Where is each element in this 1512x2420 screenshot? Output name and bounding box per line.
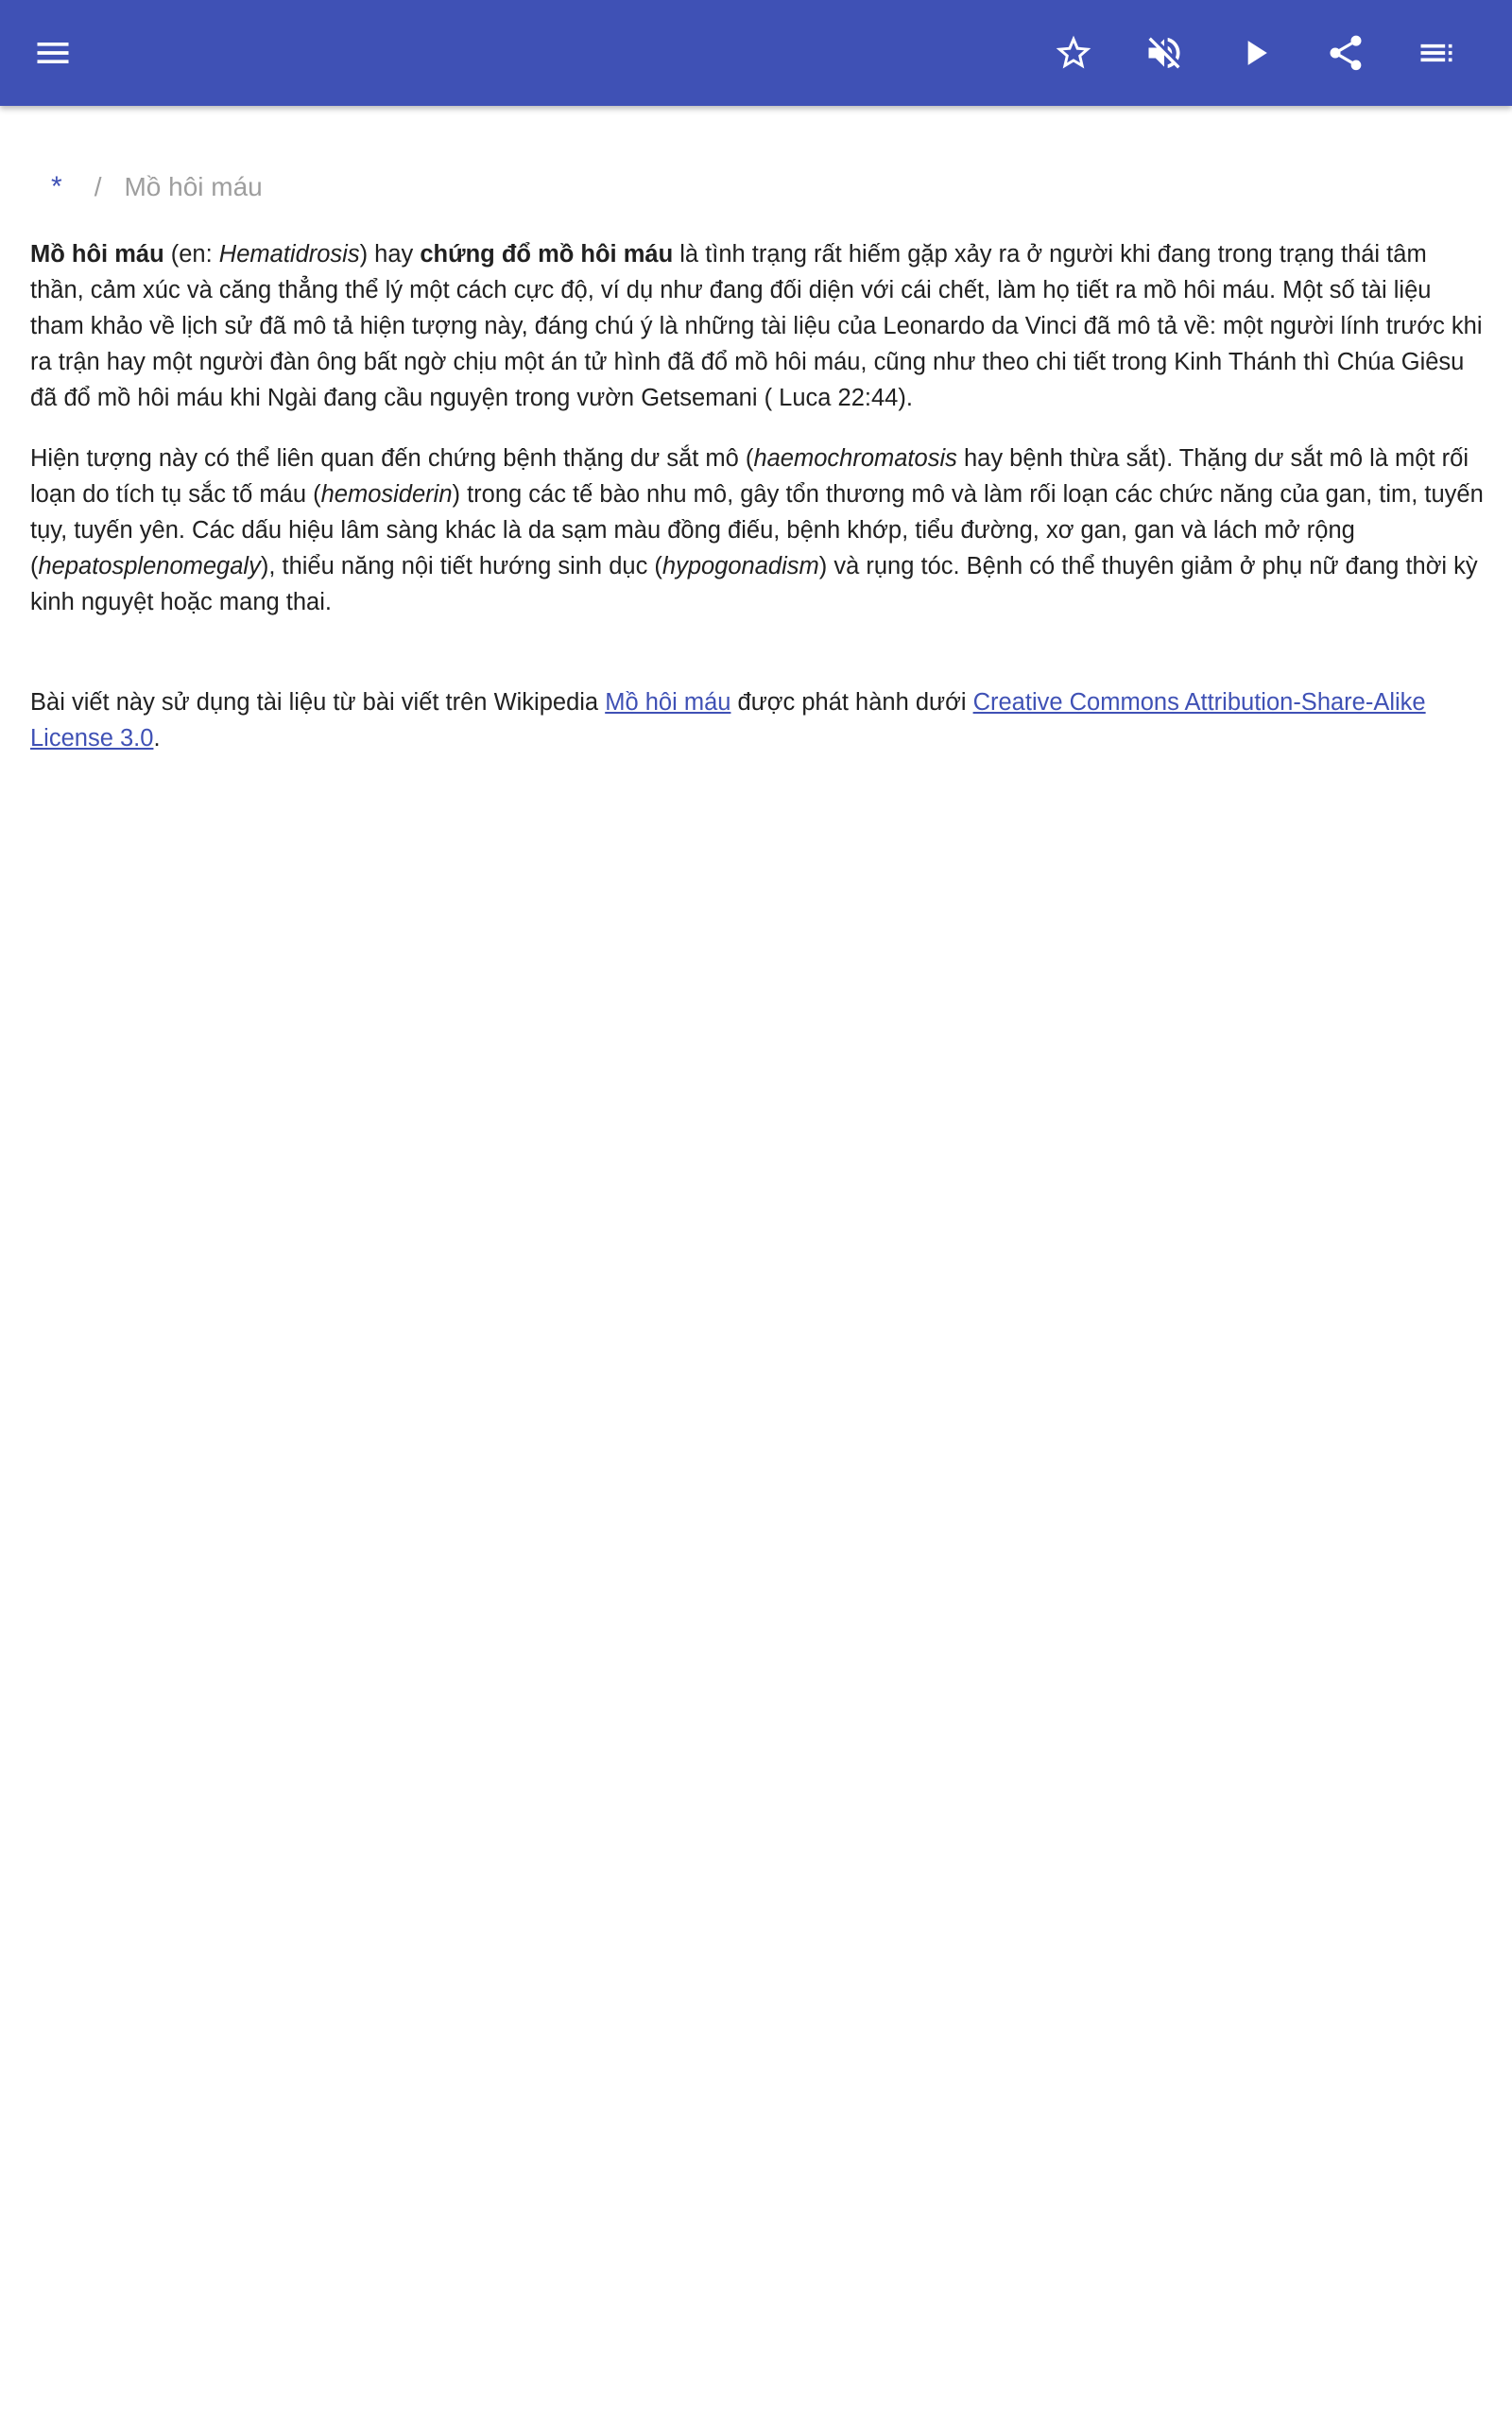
share-icon: [1325, 32, 1366, 74]
menu-icon: [32, 32, 74, 74]
text: được phát hành dưới: [730, 689, 973, 716]
text: ), thiểu năng nội tiết hướng sinh dục (: [260, 553, 662, 579]
term-bold: Mồ hôi máu: [30, 241, 164, 268]
paragraph-haemochromatosis: [30, 441, 1486, 620]
share-button[interactable]: [1315, 23, 1376, 83]
text: .: [153, 725, 161, 752]
breadcrumb-separator: /: [94, 172, 102, 201]
play-button[interactable]: [1225, 23, 1285, 83]
table-of-contents-button[interactable]: [1406, 23, 1467, 83]
term-bold: chứng đổ mồ hôi máu: [420, 241, 674, 268]
mute-button[interactable]: [1134, 23, 1194, 83]
term-italic: hemosiderin: [320, 481, 453, 508]
term-italic: hypogonadism: [662, 553, 819, 579]
wikipedia-article-link[interactable]: Mồ hôi máu: [605, 689, 731, 716]
bookmark-button[interactable]: [1043, 23, 1104, 83]
license-link[interactable]: Creative Commons Attribution-Share-Alike License 3.0: [30, 689, 1426, 752]
article-content: [30, 106, 1486, 756]
text: hay bệnh thừa sắt). Thặng dư sắt mô là một rối loạn do tích tụ sắc tố máu (: [30, 445, 1469, 508]
text: ) hay: [359, 241, 421, 268]
text: Bài viết này sử dụng tài liệu từ bài viết trên Wikipedia: [30, 689, 606, 716]
star-outline-icon: [1053, 32, 1094, 74]
breadcrumb-current: Mồ hôi máu: [124, 172, 263, 201]
text: ) và rụng tóc. Bệnh có thể thuyên giảm ở phụ nữ đang thời kỳ kinh nguyệt hoặc mang thai.: [30, 553, 1478, 615]
text: (en:: [163, 241, 219, 268]
app-bar: [0, 0, 1512, 106]
term-italic: Hematidrosis: [218, 241, 360, 268]
text: là tình trạng rất hiếm gặp xảy ra ở người khi đang trong trạng thái tâm thần, cảm xúc và căng thẳng thể lý một cách cực độ, ví dụ như đang đối diện với cái chết, làm họ tiết ra mồ hôi máu. Một số tài liệu tham khảo về lịch sử đã mô tả hiện tượng này, đáng chú ý là những tài liệu của Leonardo da Vinci đã mô tả về: một người lính trước khi ra trận hay một người đàn ông bất ngờ chịu một án tử hình đã đổ mồ hôi máu, cũng như theo chi tiết trong Kinh Thánh thì Chúa Giêsu đã đổ mồ hôi máu khi Ngài đang cầu nguyện trong vườn Getsemani ( Luca 22:44).: [30, 241, 1483, 411]
paragraph-intro: [30, 236, 1486, 416]
breadcrumb-home-link[interactable]: *: [51, 171, 62, 202]
text: ) trong các tế bào nhu mô, gây tổn thương mô và làm rối loạn các chức năng của gan, tim, tuyến tụy, tuyến yên. Các dấu hiệu lâm sàng khác là da sạm màu đồng điếu, bệnh khớp, tiểu đường, xơ gan, gan và lách mở rộng (: [30, 481, 1484, 579]
breadcrumb: [30, 168, 1486, 206]
play-icon: [1234, 32, 1276, 74]
menu-button[interactable]: [23, 23, 83, 83]
attribution: [30, 684, 1486, 756]
text: Hiện tượng này có thể liên quan đến chứng bệnh thặng dư sắt mô (: [30, 445, 754, 472]
volume-off-icon: [1143, 32, 1185, 74]
list-icon: [1416, 32, 1457, 74]
term-italic: haemochromatosis: [753, 445, 957, 472]
term-italic: hepatosplenomegaly: [38, 553, 261, 579]
